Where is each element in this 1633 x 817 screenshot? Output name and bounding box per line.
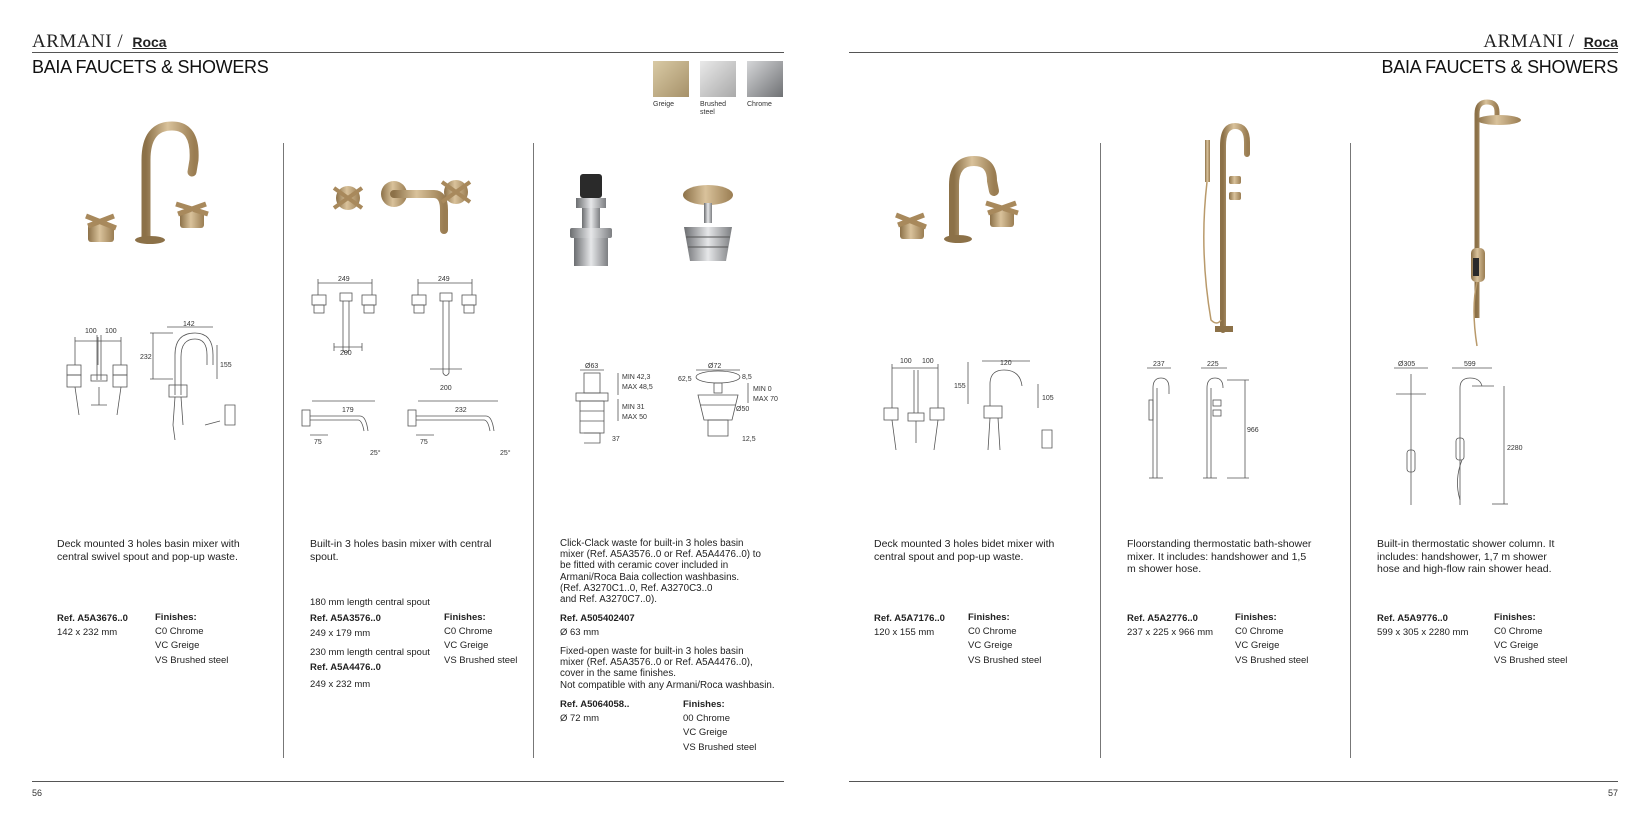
product-size: 249 x 179 mm <box>310 628 371 639</box>
dim-label: 155 <box>954 383 966 390</box>
dim-label: 225 <box>1207 361 1219 368</box>
header-rule <box>32 52 784 53</box>
product-note: 180 mm length central spout <box>310 597 430 608</box>
product-description: Floorstanding thermostatic bath-shower mixer. It includes: handshower and 1,5 m shower hose. <box>1127 538 1312 575</box>
product-description: Built-in thermostatic shower column. It includes: handshower, 1,7 m shower hose and high-flow rain shower head. <box>1377 538 1555 575</box>
dim-label: 200 <box>340 350 352 357</box>
finishes-list <box>968 611 1041 668</box>
dim-label: MAX 50 <box>622 414 647 421</box>
brand-slash: / <box>117 31 124 52</box>
dim-label: Ø63 <box>585 363 599 370</box>
product-ref: Ref. A5A3676..0 <box>57 613 128 624</box>
finishes-title: Finishes: <box>1494 612 1536 623</box>
dim-label: 232 <box>455 407 467 414</box>
dim-label: 25° <box>500 450 511 457</box>
finish-item: VC Greige <box>968 640 1013 652</box>
finish-item: C0 Chrome <box>444 626 493 638</box>
product-description: Not compatible with any Armani/Roca washbasin. <box>560 680 775 691</box>
finish-item: C0 Chrome <box>1235 626 1284 638</box>
finish-item: VS Brushed steel <box>1235 654 1309 666</box>
dim-label: 142 <box>183 321 195 328</box>
product-ref: Ref. A5A9776..0 <box>1377 613 1448 624</box>
dim-label: 232 <box>140 354 152 361</box>
product-description: Fixed-open waste for built-in 3 holes basin mixer (Ref. A5A3576..0 or Ref. A5A4476..0), cover in the same finishes. <box>560 646 753 680</box>
swatch-brushed-steel <box>700 61 736 97</box>
product-description: Deck mounted 3 holes basin mixer with central swivel spout and pop-up waste. <box>57 538 240 563</box>
finish-item: VC Greige <box>444 640 489 652</box>
finish-item: VC Greige <box>1494 640 1539 652</box>
dim-label: 75 <box>314 439 322 446</box>
left-page <box>0 0 800 817</box>
dim-label: 599 <box>1464 361 1476 368</box>
dim-label: 100 <box>922 358 934 365</box>
bidet-mixer-photo <box>892 155 1032 255</box>
page-title: BAIA FAUCETS & SHOWERS <box>32 57 269 77</box>
product-size: 120 x 155 mm <box>874 627 935 638</box>
finishes-title: Finishes: <box>1235 612 1277 623</box>
dim-label: Ø305 <box>1398 361 1416 368</box>
floorstanding-mixer-drawing <box>1127 360 1302 485</box>
dim-label: 179 <box>342 407 354 414</box>
dim-label: 249 <box>338 276 350 283</box>
dim-label: Ø72 <box>708 363 722 370</box>
brand-logo <box>1483 31 1618 53</box>
basin-mixer-drawing <box>55 321 250 455</box>
finish-item: 00 Chrome <box>683 713 730 725</box>
product-description: and Ref. A3270C7..0). <box>560 594 657 605</box>
brand-logo <box>32 31 167 53</box>
dim-label: 75 <box>420 439 428 446</box>
finish-item: VC Greige <box>1235 640 1280 652</box>
dim-label: 8,5 <box>742 374 752 381</box>
header-rule <box>849 52 1618 53</box>
brand-roca: Roca <box>1583 34 1618 50</box>
dim-label: 105 <box>1042 395 1054 402</box>
dim-label: 120 <box>1000 360 1012 367</box>
finishes-title: Finishes: <box>155 612 197 623</box>
floorstanding-mixer-photo <box>1189 120 1259 335</box>
product-description: Click-Clack waste for built-in 3 holes basin mixer (Ref. A5A3576..0 or Ref. A5A4476..0) to be fitted with ceramic cover included in Armani/Roca Baia collection washbasins. <box>560 538 761 583</box>
shower-column-photo <box>1457 98 1527 353</box>
product-ref: Ref. A505402407 <box>560 613 635 624</box>
footer-rule <box>32 781 784 782</box>
dim-label: Ø50 <box>736 406 750 413</box>
dim-label: 2280 <box>1507 445 1523 452</box>
product-size: 249 x 232 mm <box>310 679 371 690</box>
finishes-list <box>444 611 517 668</box>
product-size: 237 x 225 x 966 mm <box>1127 627 1214 638</box>
column-divider <box>1100 143 1101 758</box>
dim-label: MIN 31 <box>622 404 645 411</box>
bidet-mixer-drawing <box>872 358 1067 468</box>
product-description: (Ref. A3270C1..0, Ref. A3270C3..0 <box>560 583 713 594</box>
waste-drawing <box>570 365 785 450</box>
page-number: 57 <box>1607 788 1618 798</box>
dim-label: 966 <box>1247 427 1259 434</box>
finish-item: VS Brushed steel <box>444 654 518 666</box>
swatch-label-greige: Greige <box>653 101 675 108</box>
finishes-title: Finishes: <box>444 612 486 623</box>
dim-label: 100 <box>900 358 912 365</box>
column-divider <box>533 143 534 758</box>
finish-item: VC Greige <box>683 727 728 739</box>
finishes-title: Finishes: <box>968 612 1010 623</box>
product-ref: Ref. A5064058.. <box>560 699 630 710</box>
brand-armani: ARMANI <box>32 31 113 52</box>
page-title: BAIA FAUCETS & SHOWERS <box>1381 57 1618 77</box>
finish-item: C0 Chrome <box>155 626 204 638</box>
dim-label: MAX 70 <box>753 396 778 403</box>
brand-slash: / <box>1568 31 1575 52</box>
finish-item: C0 Chrome <box>968 626 1017 638</box>
swatch-label-brushed-steel: Brushed steel <box>700 101 727 116</box>
product-size: 599 x 305 x 2280 mm <box>1377 627 1469 638</box>
product-size: Ø 72 mm <box>560 713 600 724</box>
finish-item: VS Brushed steel <box>968 654 1042 666</box>
dim-label: 37 <box>612 436 620 443</box>
built-in-mixer-drawing <box>300 275 525 460</box>
finish-item: VS Brushed steel <box>1494 654 1568 666</box>
dim-label: 25° <box>370 450 381 457</box>
column-divider <box>1350 143 1351 758</box>
product-ref: Ref. A5A7176..0 <box>874 613 945 624</box>
column-divider <box>283 143 284 758</box>
dim-label: 155 <box>220 362 232 369</box>
brand-armani: ARMANI <box>1483 31 1564 52</box>
basin-mixer-photo <box>80 120 230 255</box>
finish-item: VS Brushed steel <box>155 654 229 666</box>
swatch-greige <box>653 61 689 97</box>
product-ref: Ref. A5A2776..0 <box>1127 613 1198 624</box>
product-note: 230 mm length central spout <box>310 647 430 658</box>
finish-item: VC Greige <box>155 640 200 652</box>
dim-label: 62,5 <box>678 376 692 383</box>
brand-roca: Roca <box>132 34 167 50</box>
dim-label: 200 <box>440 385 452 392</box>
dim-label: MIN 42,3 <box>622 374 651 381</box>
footer-rule <box>849 781 1618 782</box>
right-page <box>817 0 1633 817</box>
finishes-list <box>1235 611 1308 668</box>
page-number: 56 <box>32 788 43 798</box>
dim-label: 100 <box>85 328 97 335</box>
click-clack-waste-photo <box>562 172 620 272</box>
dim-label: 249 <box>438 276 450 283</box>
dim-label: 100 <box>105 328 117 335</box>
product-description: Built-in 3 holes basin mixer with central spout. <box>310 538 492 563</box>
product-description: Deck mounted 3 holes bidet mixer with central spout and pop-up waste. <box>874 538 1055 563</box>
finishes-list <box>155 611 228 668</box>
finish-item: C0 Chrome <box>1494 626 1543 638</box>
product-ref: Ref. A5A4476..0 <box>310 662 381 673</box>
shower-column-drawing <box>1382 360 1532 510</box>
built-in-mixer-photo <box>328 170 483 245</box>
dim-label: 237 <box>1153 361 1165 368</box>
finishes-list <box>683 698 756 755</box>
product-size: Ø 63 mm <box>560 627 600 638</box>
fixed-open-waste-photo <box>678 183 738 273</box>
dim-label: MIN 0 <box>753 386 772 393</box>
product-size: 142 x 232 mm <box>57 627 118 638</box>
swatch-chrome <box>747 61 783 97</box>
product-ref: Ref. A5A3576..0 <box>310 613 381 624</box>
finishes-list <box>1494 611 1567 668</box>
dim-label: 12,5 <box>742 436 756 443</box>
swatch-label-chrome: Chrome <box>747 101 772 108</box>
dim-label: MAX 48,5 <box>622 384 653 391</box>
finishes-title: Finishes: <box>683 699 725 710</box>
finish-item: VS Brushed steel <box>683 741 757 753</box>
